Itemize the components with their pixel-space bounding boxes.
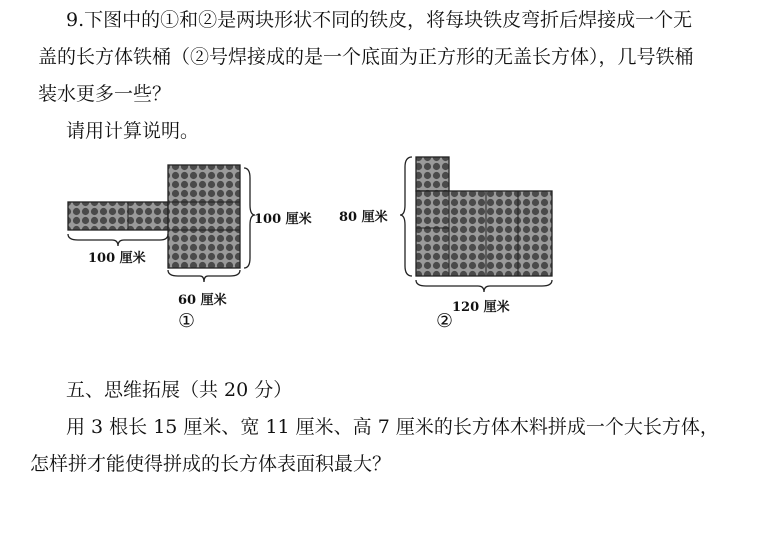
figure2-label-left: 80 厘米	[339, 210, 388, 225]
section5-line2: 怎样拼才能使得拼成的长方体表面积最大？	[30, 453, 392, 475]
figure2-label-bottom: 120 厘米	[452, 300, 510, 315]
figure1-left-strip	[68, 202, 168, 230]
figure1-brace-bottom	[168, 270, 240, 282]
figure2-net	[400, 157, 552, 292]
figure2-brace-bottom	[416, 280, 552, 292]
figure1-number: ①	[178, 310, 196, 332]
problem9-line1: 9.下图中的①和②是两块形状不同的铁皮，将每块铁皮弯折后焊接成一个无	[66, 9, 693, 31]
section5-heading: 五、思维拓展（共 20 分）	[66, 379, 293, 401]
section5-line1: 用 3 根长 15 厘米、宽 11 厘米、高 7 厘米的长方体木料拼成一个大长方体，	[66, 416, 719, 438]
figure2-brace-left	[400, 157, 412, 276]
problem9-line2: 盖的长方体铁桶（②号焊接成的是一个底面为正方形的无盖长方体），几号铁桶	[38, 46, 694, 68]
figure2-top-square	[416, 157, 449, 191]
figure1-brace-left	[68, 234, 168, 246]
problem9-line4: 请用计算说明。	[66, 120, 200, 142]
figure1-label-left: 100 厘米	[88, 251, 146, 266]
figure2-number: ②	[436, 310, 454, 332]
figure1-label-bottom: 60 厘米	[178, 293, 227, 308]
figure1-vertical-strip	[168, 165, 240, 268]
figure2-main-block	[416, 191, 552, 276]
problem9-line3: 装水更多一些？	[38, 83, 172, 105]
figure1-label-right: 100 厘米	[254, 212, 312, 227]
